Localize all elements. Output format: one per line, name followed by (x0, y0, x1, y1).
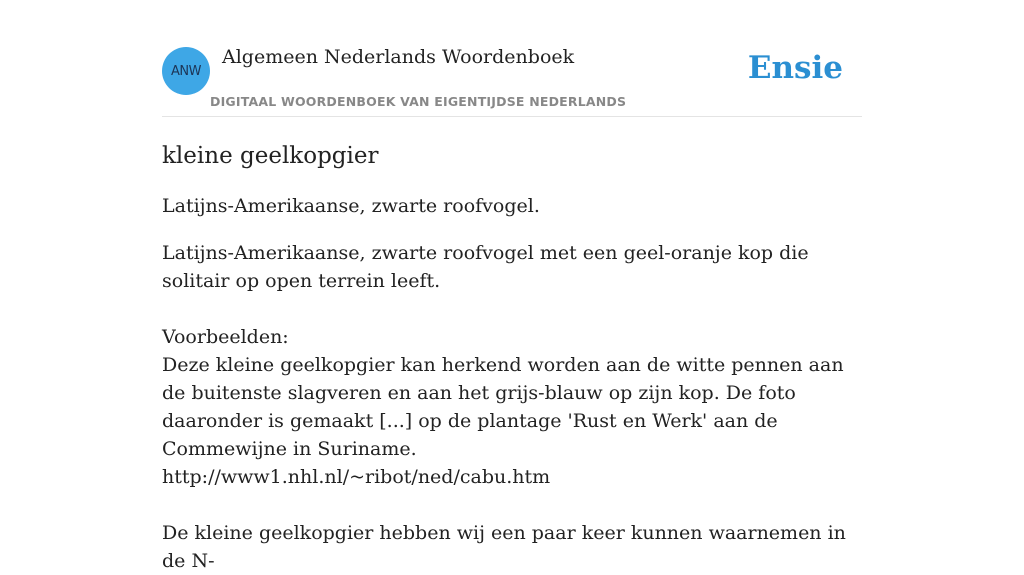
entry-headword: kleine geelkopgier (162, 143, 379, 169)
site-subtitle: DIGITAAL WOORDENBOEK VAN EIGENTIJDSE NEDERLANDS (210, 94, 627, 109)
example-text: Deze kleine geelkopgier kan herkend worden aan de witte pennen aan de buitenste slagveren en aan het grijs-blauw op zijn kop. De foto daaronder is gemaakt [...] op de plantage 'Rust en Werk' aan de Commewijne in Suriname. (162, 354, 844, 460)
logo-text: ANW (171, 63, 201, 79)
example-source: http://www1.nhl.nl/~ribot/ned/cabu.htm (162, 466, 551, 488)
anw-logo[interactable] (162, 47, 210, 95)
long-definition: Latijns-Amerikaanse, zwarte roofvogel met een geel-oranje kop die solitair op open terrein leeft. (162, 242, 809, 292)
page-container (162, 0, 862, 575)
entry-content (162, 141, 862, 575)
example-text: De kleine geelkopgier hebben wij een paar keer kunnen waarnemen in de N- (162, 522, 846, 572)
site-title[interactable]: Algemeen Nederlands Woordenboek (222, 46, 575, 68)
ensie-brand-link[interactable]: Ensie (747, 50, 843, 86)
examples-block (162, 323, 862, 575)
site-header (162, 0, 862, 117)
examples-label: Voorbeelden: (162, 326, 289, 348)
short-definition: Latijns-Amerikaanse, zwarte roofvogel. (162, 195, 540, 217)
